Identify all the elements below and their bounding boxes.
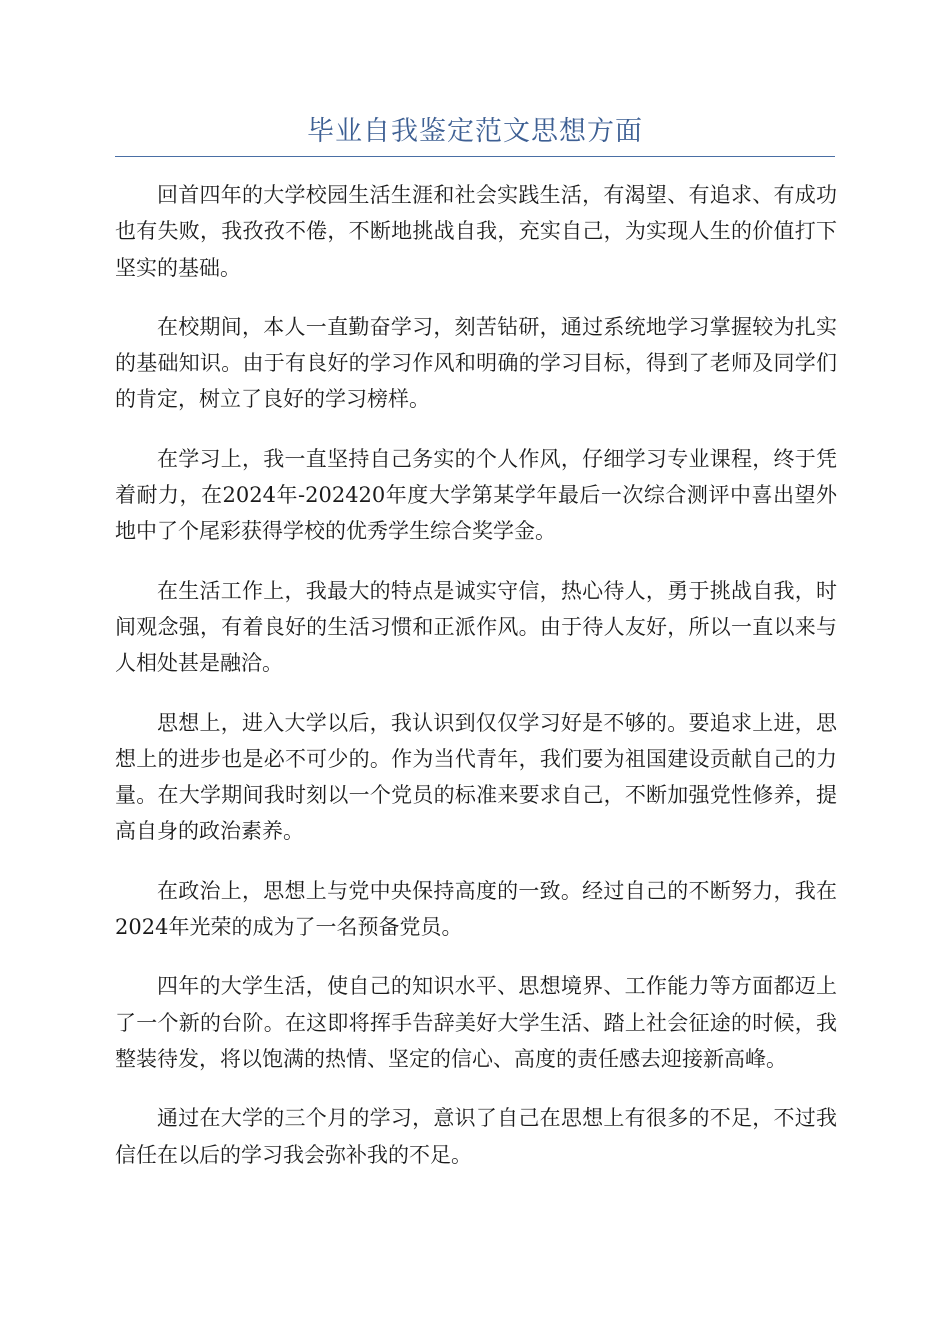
paragraph-learning: 在学习上，我一直坚持自己务实的个人作风，仔细学习专业课程，终于凭着耐力，在2024年-202420年度大学第某学年最后一次综合测评中喜出望外地中了个尾彩获得学校的优秀学生综合奖学金。	[115, 446, 837, 544]
title-block	[115, 112, 835, 157]
paragraph-politics: 在政治上，思想上与党中央保持高度的一致。经过自己的不断努力，我在2024年光荣的成为了一名预备党员。	[115, 878, 837, 940]
paragraph-summary: 四年的大学生活，使自己的知识水平、思想境界、工作能力等方面都迈上了一个新的台阶。在这即将挥手告辞美好大学生活、踏上社会征途的时候，我整装待发，将以饱满的热情、坚定的信心、高度的责任感去迎接新高峰。	[115, 974, 837, 1071]
paragraph-study: 在校期间，本人一直勤奋学习，刻苦钻研，通过系统地学习掌握较为扎实的基础知识。由于有良好的学习作风和明确的学习目标，得到了老师及同学们的肯定，树立了良好的学习榜样。	[115, 314, 837, 412]
paragraph-thought: 思想上，进入大学以后，我认识到仅仅学习好是不够的。要追求上进，思想上的进步也是必不可少的。作为当代青年，我们要为祖国建设贡献自己的力量。在大学期间我时刻以一个党员的标准来要求自己，不断加强党性修养，提高自身的政治素养。	[115, 710, 837, 844]
paragraph-intro: 回首四年的大学校园生活生涯和社会实践生活，有渴望、有追求、有成功也有失败，我孜孜不倦，不断地挑战自我，充实自己，为实现人生的价值打下坚实的基础。	[115, 183, 837, 280]
paragraph-life-work: 在生活工作上，我最大的特点是诚实守信，热心待人，勇于挑战自我，时间观念强，有着良好的生活习惯和正派作风。由于待人友好，所以一直以来与人相处甚是融洽。	[115, 578, 837, 676]
document-body	[115, 177, 837, 1196]
paragraph-closing: 通过在大学的三个月的学习，意识了自己在思想上有很多的不足，不过我信任在以后的学习我会弥补我的不足。	[115, 1106, 837, 1167]
document-title: 毕业自我鉴定范文思想方面	[307, 116, 643, 147]
